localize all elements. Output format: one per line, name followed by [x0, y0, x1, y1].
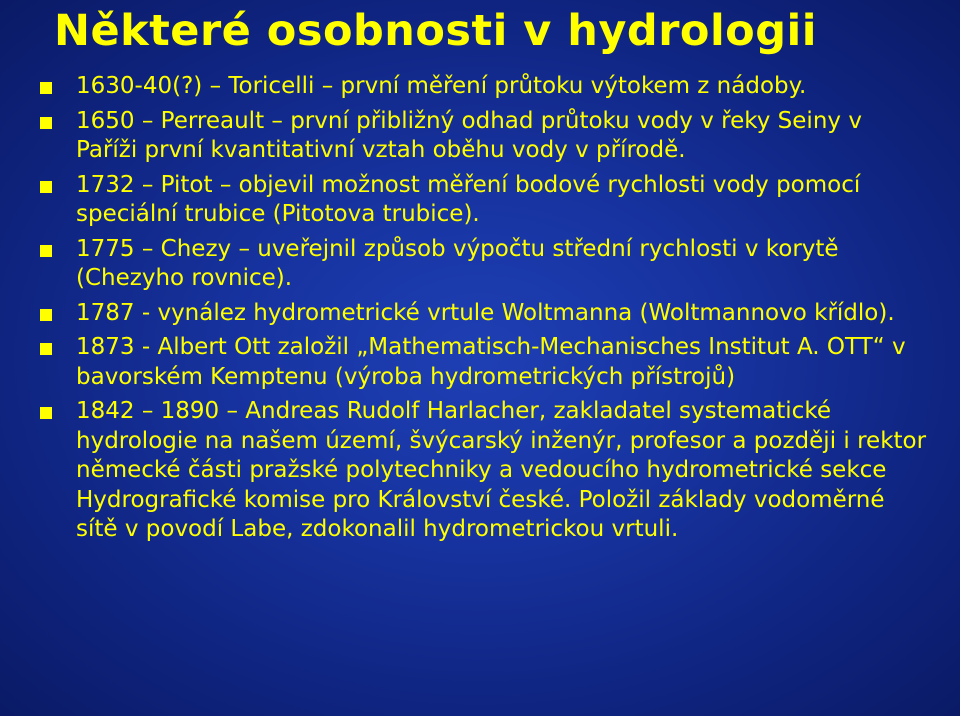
- list-item: [0, 171, 960, 230]
- bullet-text: 1650 – Perreault – první přibližný odhad průtoku vody v řeky Seiny v Paříži první kvantitativní vztah oběhu vody v přírodě.: [76, 107, 862, 163]
- list-item: [0, 397, 960, 545]
- square-bullet-icon: [40, 407, 52, 419]
- bullet-text: 1775 – Chezy – uveřejnil způsob výpočtu střední rychlosti v korytě (Chezyho rovnice).: [76, 235, 839, 291]
- list-item: [0, 333, 960, 392]
- slide-title: Některé osobnosti v hydrologii: [54, 6, 817, 56]
- square-bullet-icon: [40, 181, 52, 193]
- bullet-text: 1842 – 1890 – Andreas Rudolf Harlacher, zakladatel systematické hydrologie na našem území, švýcarský inženýr, profesor a později i rektor německé části pražské polytechniky a vedoucího hydrometrické sekce Hydrografické komise pro Království české. Položil základy vodoměrné sítě v povodí Labe, zdokonalil hydrometrickou vrtuli.: [76, 398, 927, 542]
- square-bullet-icon: [40, 343, 52, 355]
- square-bullet-icon: [40, 82, 52, 94]
- list-item: [0, 299, 960, 329]
- bullet-text: 1732 – Pitot – objevil možnost měření bodové rychlosti vody pomocí speciální trubice (Pitotova trubice).: [76, 171, 861, 227]
- list-item: [0, 72, 960, 102]
- list-item: [0, 235, 960, 294]
- bullet-text: 1787 - vynález hydrometrické vrtule Woltmanna (Woltmannovo křídlo).: [76, 299, 895, 326]
- bullet-text: 1873 - Albert Ott založil „Mathematisch-Mechanisches Institut A. OTT“ v bavorském Kemptenu (výroba hydrometrických přístrojů): [76, 334, 906, 390]
- bullet-text: 1630-40(?) – Toricelli – první měření průtoku výtokem z nádoby.: [76, 73, 807, 99]
- square-bullet-icon: [40, 309, 52, 321]
- square-bullet-icon: [40, 245, 52, 257]
- square-bullet-icon: [40, 117, 52, 129]
- bullet-list: [0, 72, 960, 550]
- list-item: [0, 107, 960, 166]
